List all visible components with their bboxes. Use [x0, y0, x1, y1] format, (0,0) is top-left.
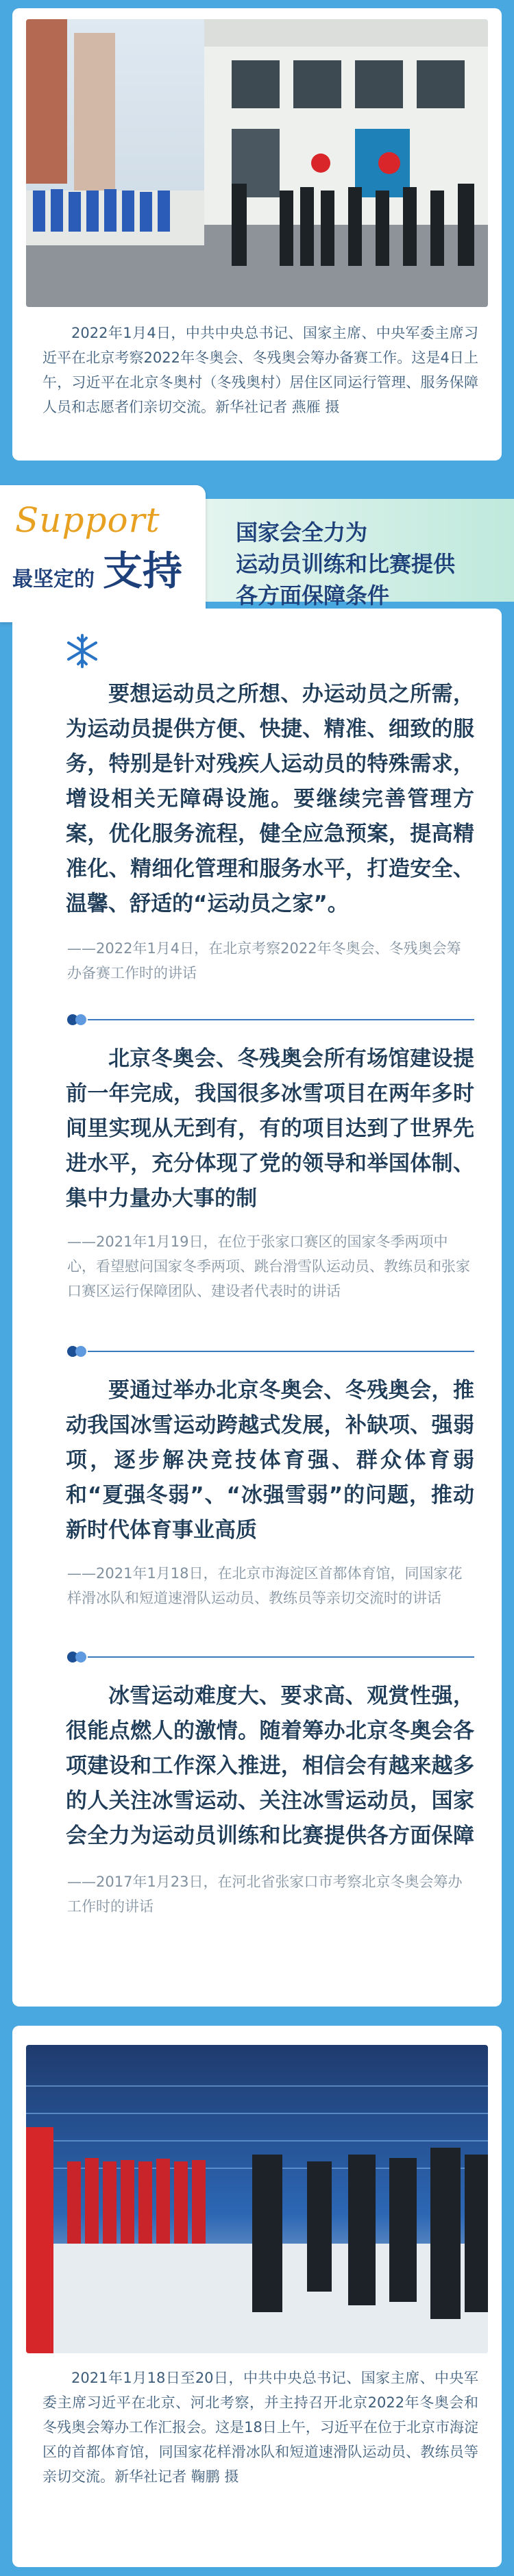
snowflake-icon	[64, 633, 100, 669]
quote-text-4: 冰雪运动难度大、要求高、观赏性强，很能点燃人的激情。随着筹办北京冬奥会各项建设和工作深入推进，相信会有越来越多的人关注冰雪运动、关注冰雪运动员，国家会全力为运动员训练和比赛提供各方面保障	[66, 1684, 474, 1848]
quote-text-2: 北京冬奥会、冬残奥会所有场馆建设提前一年完成，我国很多冰雪项目在两年多时间里实现从无到有，有的项目达到了世界先进水平，充分体现了党的领导和举国体制、集中力量办大事的制	[66, 1046, 474, 1211]
header-title-line-3: 各方面保障条件	[236, 582, 390, 609]
support-script-text: Support	[15, 500, 160, 540]
bottom-photo-caption: 2021年1月18日至20日，中共中央总书记、国家主席、中央军委主席习近平在北京、河北考察，并主持召开北京2022年冬奥会和冬残奥会筹办工作汇报会。这是18日上午，习近平在位于北京市海淀区的首都体育馆，同国家花样滑冰队和短道速滑队运动员、教练员等亲切交流。新华社记者 鞠鹏 摄	[42, 2370, 478, 2485]
quote-text-1: 要想运动员之所想、办运动员之所需，为运动员提供方便、快捷、精准、细致的服务，特别是针对残疾人运动员的特殊需求，增设相关无障碍设施。要继续完善管理方案，优化服务流程，健全应急预案，提高精准化、精细化管理和服务水平，打造安全、温馨、舒适的“运动员之家”。	[66, 682, 474, 916]
quote-divider-2	[67, 1343, 474, 1360]
header-title-line-1: 国家会全力为	[236, 519, 368, 545]
header-emphasis: 支持	[103, 548, 183, 594]
header-badge	[0, 485, 206, 622]
quote-text-3: 要通过举办北京冬奥会、冬残奥会，推动我国冰雪运动跨越式发展，补缺项、强弱项，逐步解决竞技体育强、群众体育弱和“夏强冬弱”、“冰强雪弱”的问题，推动新时代体育事业高质	[66, 1378, 474, 1543]
quote-divider-1	[67, 1011, 474, 1028]
top-photo-caption: 2022年1月4日，中共中央总书记、国家主席、中央军委主席习近平在北京考察2022年冬奥会、冬残奥会筹办备赛工作。这是4日上午，习近平在北京冬奥村（冬残奥村）居住区同运行管理、服务保障人员和志愿者们亲切交流。新华社记者 燕雁 摄	[42, 325, 478, 415]
quotes-card	[12, 609, 502, 2007]
quote-source-1: ——2022年1月4日，在北京考察2022年冬奥会、冬残奥会筹办备赛工作时的讲话	[67, 940, 461, 981]
bottom-photo	[26, 2045, 488, 2353]
header-prefix: 最坚定的	[12, 567, 95, 591]
section-header	[0, 485, 514, 622]
quote-source-3: ——2021年1月18日，在北京市海淀区首都体育馆，同国家花样滑冰队和短道速滑队运动员、教练员等亲切交流时的讲话	[67, 1565, 463, 1606]
top-photo-card	[12, 8, 502, 461]
bottom-photo-card	[12, 2026, 502, 2567]
quote-divider-3	[67, 1649, 474, 1665]
quote-source-4: ——2017年1月23日，在河北省张家口市考察北京冬奥会筹办工作时的讲话	[67, 1874, 463, 1915]
header-title-line-2: 运动员训练和比赛提供	[236, 551, 456, 577]
quote-source-2: ——2021年1月19日，在位于张家口赛区的国家冬季两项中心，看望慰问国家冬季两项、跳台滑雪队运动员、教练员和张家口赛区运行保障团队、建设者代表时的讲话	[67, 1234, 470, 1299]
top-photo	[26, 19, 488, 307]
